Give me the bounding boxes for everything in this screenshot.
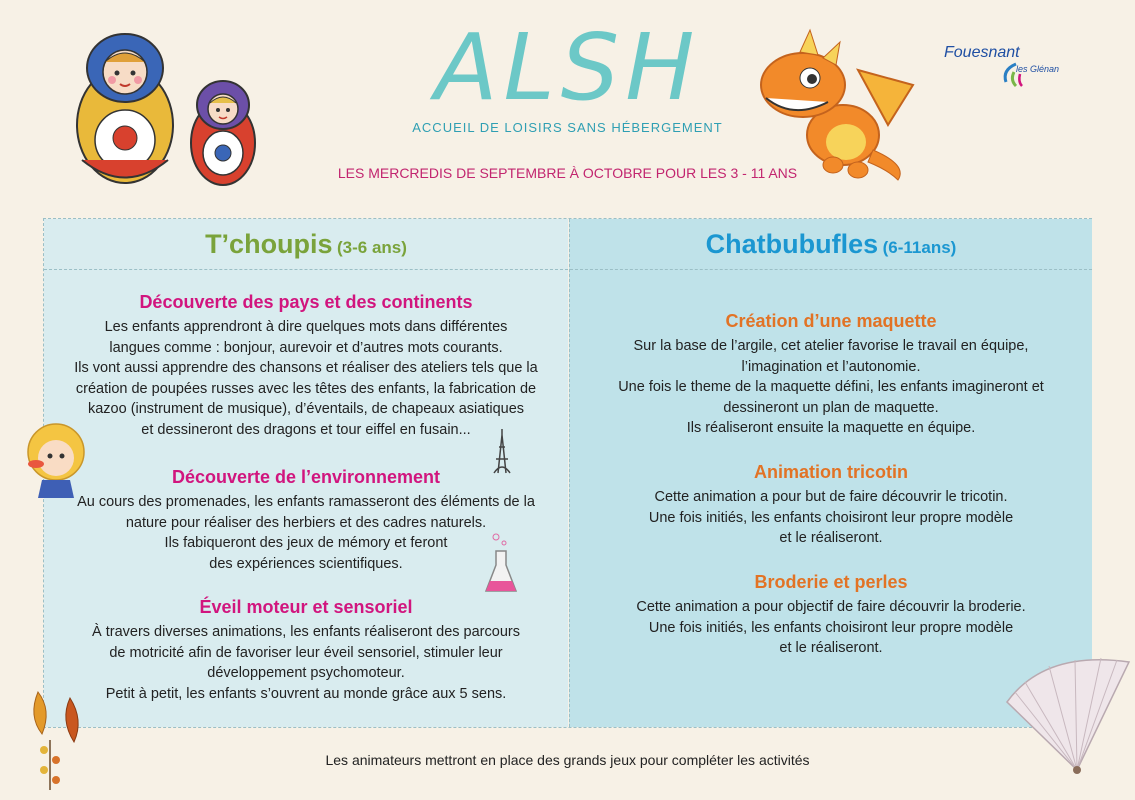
section-line: Cette animation a pour but de faire découvrir le tricotin.	[654, 489, 1008, 505]
section-body	[44, 622, 568, 704]
tchoupis-header	[44, 219, 568, 270]
schedule-dates: LES MERCREDIS DE SEPTEMBRE À OCTOBRE POUR LES 3 - 11 ANS	[337, 165, 798, 181]
section-line: nature pour réaliser des herbiers et des cadres naturels.	[125, 514, 487, 531]
chatbubufles-header	[570, 219, 1092, 270]
section-line: Ils réaliseront ensuite la maquette en équipe.	[686, 420, 976, 436]
fouesnant-logo	[940, 40, 1090, 100]
section-pays-continents	[44, 292, 568, 440]
section-line: Ils vont aussi apprendre des chansons et réaliser des ateliers tels que la	[74, 360, 538, 376]
science-flask-icon	[484, 531, 518, 595]
dragon-illustration	[748, 30, 918, 190]
section-maquette	[570, 311, 1092, 439]
section-line: développement psychomoteur.	[207, 665, 405, 681]
section-line: kazoo (instrument de musique), d’éventails, de chapeaux asiatiques	[87, 401, 525, 417]
girl-character-illustration	[20, 420, 90, 500]
section-line: À travers diverses animations, les enfants réaliseront des parcours	[92, 624, 520, 640]
section-line: des expériences scientifiques.	[209, 555, 403, 572]
tchoupis-name: T’choupis	[205, 229, 333, 259]
section-line: et dessineront des dragons et tour eiffel en fusain...	[141, 421, 471, 438]
section-tricotin	[570, 462, 1092, 549]
section-body	[44, 317, 568, 440]
section-line: Ils fabiqueront des jeux de mémory et feront	[164, 535, 448, 551]
section-line: Une fois le theme de la maquette défini, les enfants imagineront et	[618, 379, 1044, 395]
chatbubufles-name: Chatbubufles	[705, 229, 879, 259]
section-line: et le réaliseront.	[779, 530, 883, 546]
section-title: Broderie et perles	[754, 572, 908, 592]
chatbubufles-age: (6-11ans)	[882, 238, 957, 257]
section-title: Éveil moteur et sensoriel	[199, 597, 413, 617]
section-line: langues comme : bonjour, aurevoir et d’autres mots courants.	[109, 339, 503, 356]
autumn-leaves-illustration	[20, 690, 100, 800]
section-line: Au cours des promenades, les enfants ramasseront des éléments de la	[77, 494, 535, 510]
section-line: Une fois initiés, les enfants choisiront leur propre modèle	[648, 619, 1014, 636]
section-title: Animation tricotin	[754, 462, 908, 482]
tchoupis-age: (3-6 ans)	[337, 238, 407, 257]
page-title: ALSH	[434, 14, 701, 121]
logo-main-text: Fouesnant	[944, 44, 1020, 61]
section-title: Découverte de l’environnement	[171, 467, 441, 487]
section-line: et le réaliseront.	[779, 640, 883, 656]
tchoupis-column	[44, 219, 568, 727]
section-line: de motricité afin de favoriser leur éveil sensoriel, stimuler leur	[109, 644, 503, 661]
section-body	[570, 336, 1092, 439]
logo-sub-text: les Glénan	[1016, 64, 1060, 74]
section-title: Découverte des pays et des continents	[139, 292, 473, 312]
section-line: l’imagination et l’autonomie.	[741, 358, 921, 375]
section-line: Cette animation a pour objectif de faire découvrir la broderie.	[636, 599, 1026, 615]
section-title: Création d’une maquette	[725, 311, 937, 331]
section-line: Sur la base de l’argile, cet atelier favorise le travail en équipe,	[633, 338, 1029, 354]
eiffel-tower-icon	[488, 429, 516, 473]
section-body	[570, 487, 1092, 549]
section-line: création de poupées russes avec les têtes des enfants, la fabrication de	[75, 380, 537, 397]
footer-note: Les animateurs mettront en place des grands jeux pour compléter les activités	[325, 752, 810, 768]
page-subtitle: ACCUEIL DE LOISIRS SANS HÉBERGEMENT	[412, 120, 723, 135]
logo-swirl-icon	[1000, 60, 1024, 90]
section-line: Petit à petit, les enfants s’ouvrent au monde grâce aux 5 sens.	[105, 685, 507, 702]
section-line: dessineront un plan de maquette.	[723, 399, 939, 416]
section-line: Une fois initiés, les enfants choisiront leur propre modèle	[648, 509, 1014, 526]
activities-panel	[43, 218, 1092, 728]
section-line: Les enfants apprendront à dire quelques mots dans différentes	[104, 319, 508, 335]
section-eveil-moteur	[44, 597, 568, 704]
